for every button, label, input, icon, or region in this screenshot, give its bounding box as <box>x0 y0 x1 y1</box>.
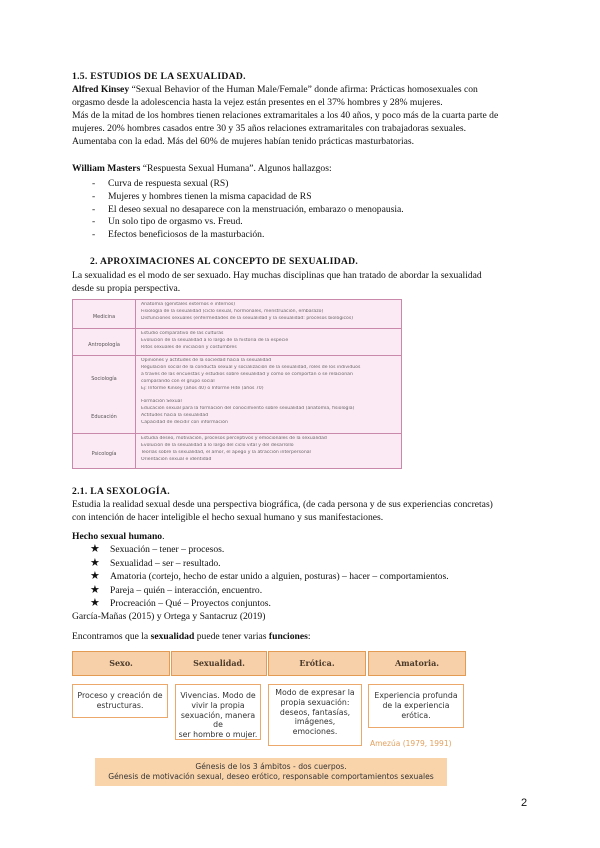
desc-line: Modo de expresar la <box>275 688 355 697</box>
list-item: - Efectos beneficiosos de la masturbación. <box>92 229 522 242</box>
desc-line: vivir la propia <box>191 700 245 710</box>
desc-line: sexuación, manera de <box>180 710 256 730</box>
cell-line: Teorías sobre la sexualidad, el amor, el apego y la atracción interpersonal <box>141 450 311 455</box>
list-item: - El deseo sexual no desaparece con la menstruación, embarazo o menopausia. <box>92 204 522 217</box>
list-item-text: Sexualidad – ser – resultado. <box>110 557 221 569</box>
table-row <box>73 398 401 432</box>
section-2-title: 2. APROXIMACIONES AL CONCEPTO DE SEXUALIDAD. <box>90 256 359 267</box>
function-desc-sexualidad <box>175 684 261 740</box>
desc-line: Experiencia profunda <box>374 691 458 700</box>
desc-line: erótica. <box>401 710 431 720</box>
genesis-line-1: Génesis de los 3 ámbitos - dos cuerpos. <box>195 762 347 771</box>
cell-line: Orientación sexual e identidad <box>141 457 212 462</box>
functions-intro-bold-1: sexualidad <box>150 631 195 642</box>
masters-name: William Masters <box>72 163 141 174</box>
star-icon: ★ <box>90 555 100 569</box>
functions-intro-pre: Encontramos que la <box>72 631 151 642</box>
genesis-box <box>95 758 447 786</box>
row-label: Psicología <box>91 451 117 457</box>
functions-intro-post: : <box>307 631 311 642</box>
function-desc-erotica <box>268 684 362 746</box>
function-header-sexo: Sexo. <box>72 651 170 676</box>
list-item: - Un solo tipo de orgasmo vs. Freud. <box>92 216 522 229</box>
cell-line: Ritos sexuales de iniciación y costumbres <box>141 345 237 350</box>
cell-line: Ej: Informe Kinsey (años 40) o Informe Hite (años 70) <box>141 386 264 391</box>
sexologia-line-1: Estudia la realidad sexual desde una perspectiva biográfica, (de cada persona y de sus experiencias concretas) <box>72 499 493 510</box>
row-label: Sociología <box>91 376 117 382</box>
desc-line: ser hombre o mujer. <box>178 730 258 740</box>
functions-citation: Amezúa (1979, 1991) <box>370 739 452 748</box>
list-item <box>90 544 530 558</box>
disciplines-table <box>72 299 402 469</box>
kinsey-line-3: Más de la mitad de los hombres tienen relaciones extramaritales a los 40 años, y poco más de la cuarta parte de <box>72 110 499 121</box>
functions-intro <box>72 631 532 644</box>
functions-intro-mid: puede tener varias <box>194 631 269 642</box>
section-15-title: 1.5. ESTUDIOS DE LA SEXUALIDAD. <box>72 71 246 82</box>
list-item-text: Amatoria (cortejo, hecho de estar unido a alguien, posturas) – hacer – comportamientos. <box>110 571 449 583</box>
cell-line: Opiniones y actitudes de la sociedad hacia la sexualidad <box>141 358 272 363</box>
desc-line: propia sexuación: <box>280 697 350 707</box>
star-icon: ★ <box>90 542 100 555</box>
cell-line: Actitudes hacia la sexualidad <box>141 413 209 418</box>
masters-line <box>72 163 532 176</box>
hecho-list <box>90 544 530 612</box>
desc-line: de la experiencia <box>382 700 450 710</box>
function-header-erotica: Erótica. <box>268 651 366 676</box>
table-row <box>73 328 401 355</box>
row-label: Educación <box>91 414 117 420</box>
cell-line: Fisiología de la sexualidad (ciclo sexual, hormonales, menstruación, embarazo) <box>141 309 324 314</box>
kinsey-line-4: mujeres. 20% hombres casados entre 30 y 35 años relaciones extramaritales con trabajadoras sexuales. <box>72 123 466 134</box>
list-item: - Mujeres y hombres tienen la misma capacidad de RS <box>92 191 522 204</box>
kinsey-line-5: Aumentaba con la edad. Más del 60% de mujeres habían tenido prácticas masturbatorias. <box>72 136 415 147</box>
cell-line: Disfunciones sexuales (enfermedades de la sexualidad y la sexualidad: procesos biológicos) <box>141 316 354 321</box>
star-icon: ★ <box>90 569 100 583</box>
list-item-text: Procreación – Qué – Proyectos conjuntos. <box>110 598 271 610</box>
function-header-sexualidad: Sexualidad. <box>171 651 267 676</box>
hecho-title: Hecho sexual humano <box>72 531 163 542</box>
cell-line: Formación Sexual <box>141 399 182 404</box>
star-icon: ★ <box>90 582 100 596</box>
masters-line-text: “Respuesta Sexual Humana”. Algunos hallazgos: <box>140 163 332 174</box>
list-item <box>90 582 530 599</box>
function-header-amatoria: Amatoria. <box>368 651 466 676</box>
section-2-intro-2: desde su propia perspectiva. <box>72 283 181 294</box>
kinsey-line-1 <box>72 84 532 97</box>
desc-line: Proceso y creación de <box>77 691 163 700</box>
desc-line: emociones. <box>292 727 338 737</box>
section-2-intro-1: La sexualidad es el modo de ser sexuado. Hay muchas disciplinas que han tratado de abordar la sexualidad <box>72 270 482 281</box>
star-icon: ★ <box>90 596 100 610</box>
desc-line: estructuras. <box>96 700 144 710</box>
cell-line: Evolución de la sexualidad a lo largo de la historia de la especie <box>141 338 289 343</box>
row-label: Medicina <box>92 314 116 320</box>
table-row <box>73 355 401 398</box>
list-item: - Curva de respuesta sexual (RS) <box>92 178 522 191</box>
kinsey-name: Alfred Kinsey <box>72 84 130 95</box>
list-item <box>90 555 530 572</box>
list-item <box>90 598 530 612</box>
function-desc-sexo <box>72 684 168 718</box>
desc-line: deseos, fantasías, <box>279 707 351 717</box>
genesis-line-2: Génesis de motivación sexual, deseo erótico, responsable comportamientos sexuales <box>108 772 434 781</box>
cell-line: a través de las encuestas y estudios sobre sexualidad y como se comportan o se relacionan <box>141 372 353 377</box>
desc-line: imágenes, <box>294 717 336 727</box>
cell-line: Evolución de la sexualidad a lo largo del ciclo vital y del desarrollo <box>141 443 294 448</box>
cell-line: Estudia deseo, motivación, procesos perceptivos y emocionales de la sexualidad <box>141 436 327 441</box>
cell-line: Anatomía (genitales externos e internos) <box>141 302 236 307</box>
kinsey-line-1-text: “Sexual Behavior of the Human Male/Female” donde afirma: Prácticas homosexuales con <box>129 84 478 95</box>
table-row <box>73 300 401 327</box>
functions-intro-bold-2: funciones <box>268 631 308 642</box>
sexologia-line-2: con intención de hacer inteligible el hecho sexual humano y sus manifestaciones. <box>72 512 384 523</box>
list-item-text: Pareja – quién – interacción, encuentro. <box>110 584 263 596</box>
section-21-title: 2.1. LA SEXOLOGÍA. <box>72 486 170 497</box>
row-label: Antropología <box>88 342 120 348</box>
cell-line: comparando con el grupo social <box>141 379 215 384</box>
reference-line: García-Mañas (2015) y Ortega y Santacruz (2019) <box>72 611 266 622</box>
page-number: 2 <box>521 797 528 809</box>
table-row <box>73 433 401 468</box>
cell-line: Estudio comparativo de las culturas <box>141 331 224 336</box>
function-desc-amatoria <box>368 684 464 728</box>
desc-line: Vivencias. Modo de <box>180 691 256 700</box>
list-item-text: Sexuación – tener – procesos. <box>110 544 225 555</box>
hecho-title-line: Hecho sexual humano. <box>72 531 165 542</box>
kinsey-line-2: orgasmo desde la adolescencia hasta la vejez están presentes en el 37% hombres y 28% mujeres. <box>72 97 443 108</box>
masters-findings-list <box>92 178 522 242</box>
cell-line: Regulación social de la conducta sexual y socialización de la sexualidad, roles de los individuos <box>141 365 361 370</box>
cell-line: Capacidad de decidir con información <box>141 420 228 425</box>
list-item <box>90 571 530 585</box>
cell-line: Educación sexual para la formación del conocimiento sobre sexualidad (anatomía, fisiología) <box>141 406 355 411</box>
